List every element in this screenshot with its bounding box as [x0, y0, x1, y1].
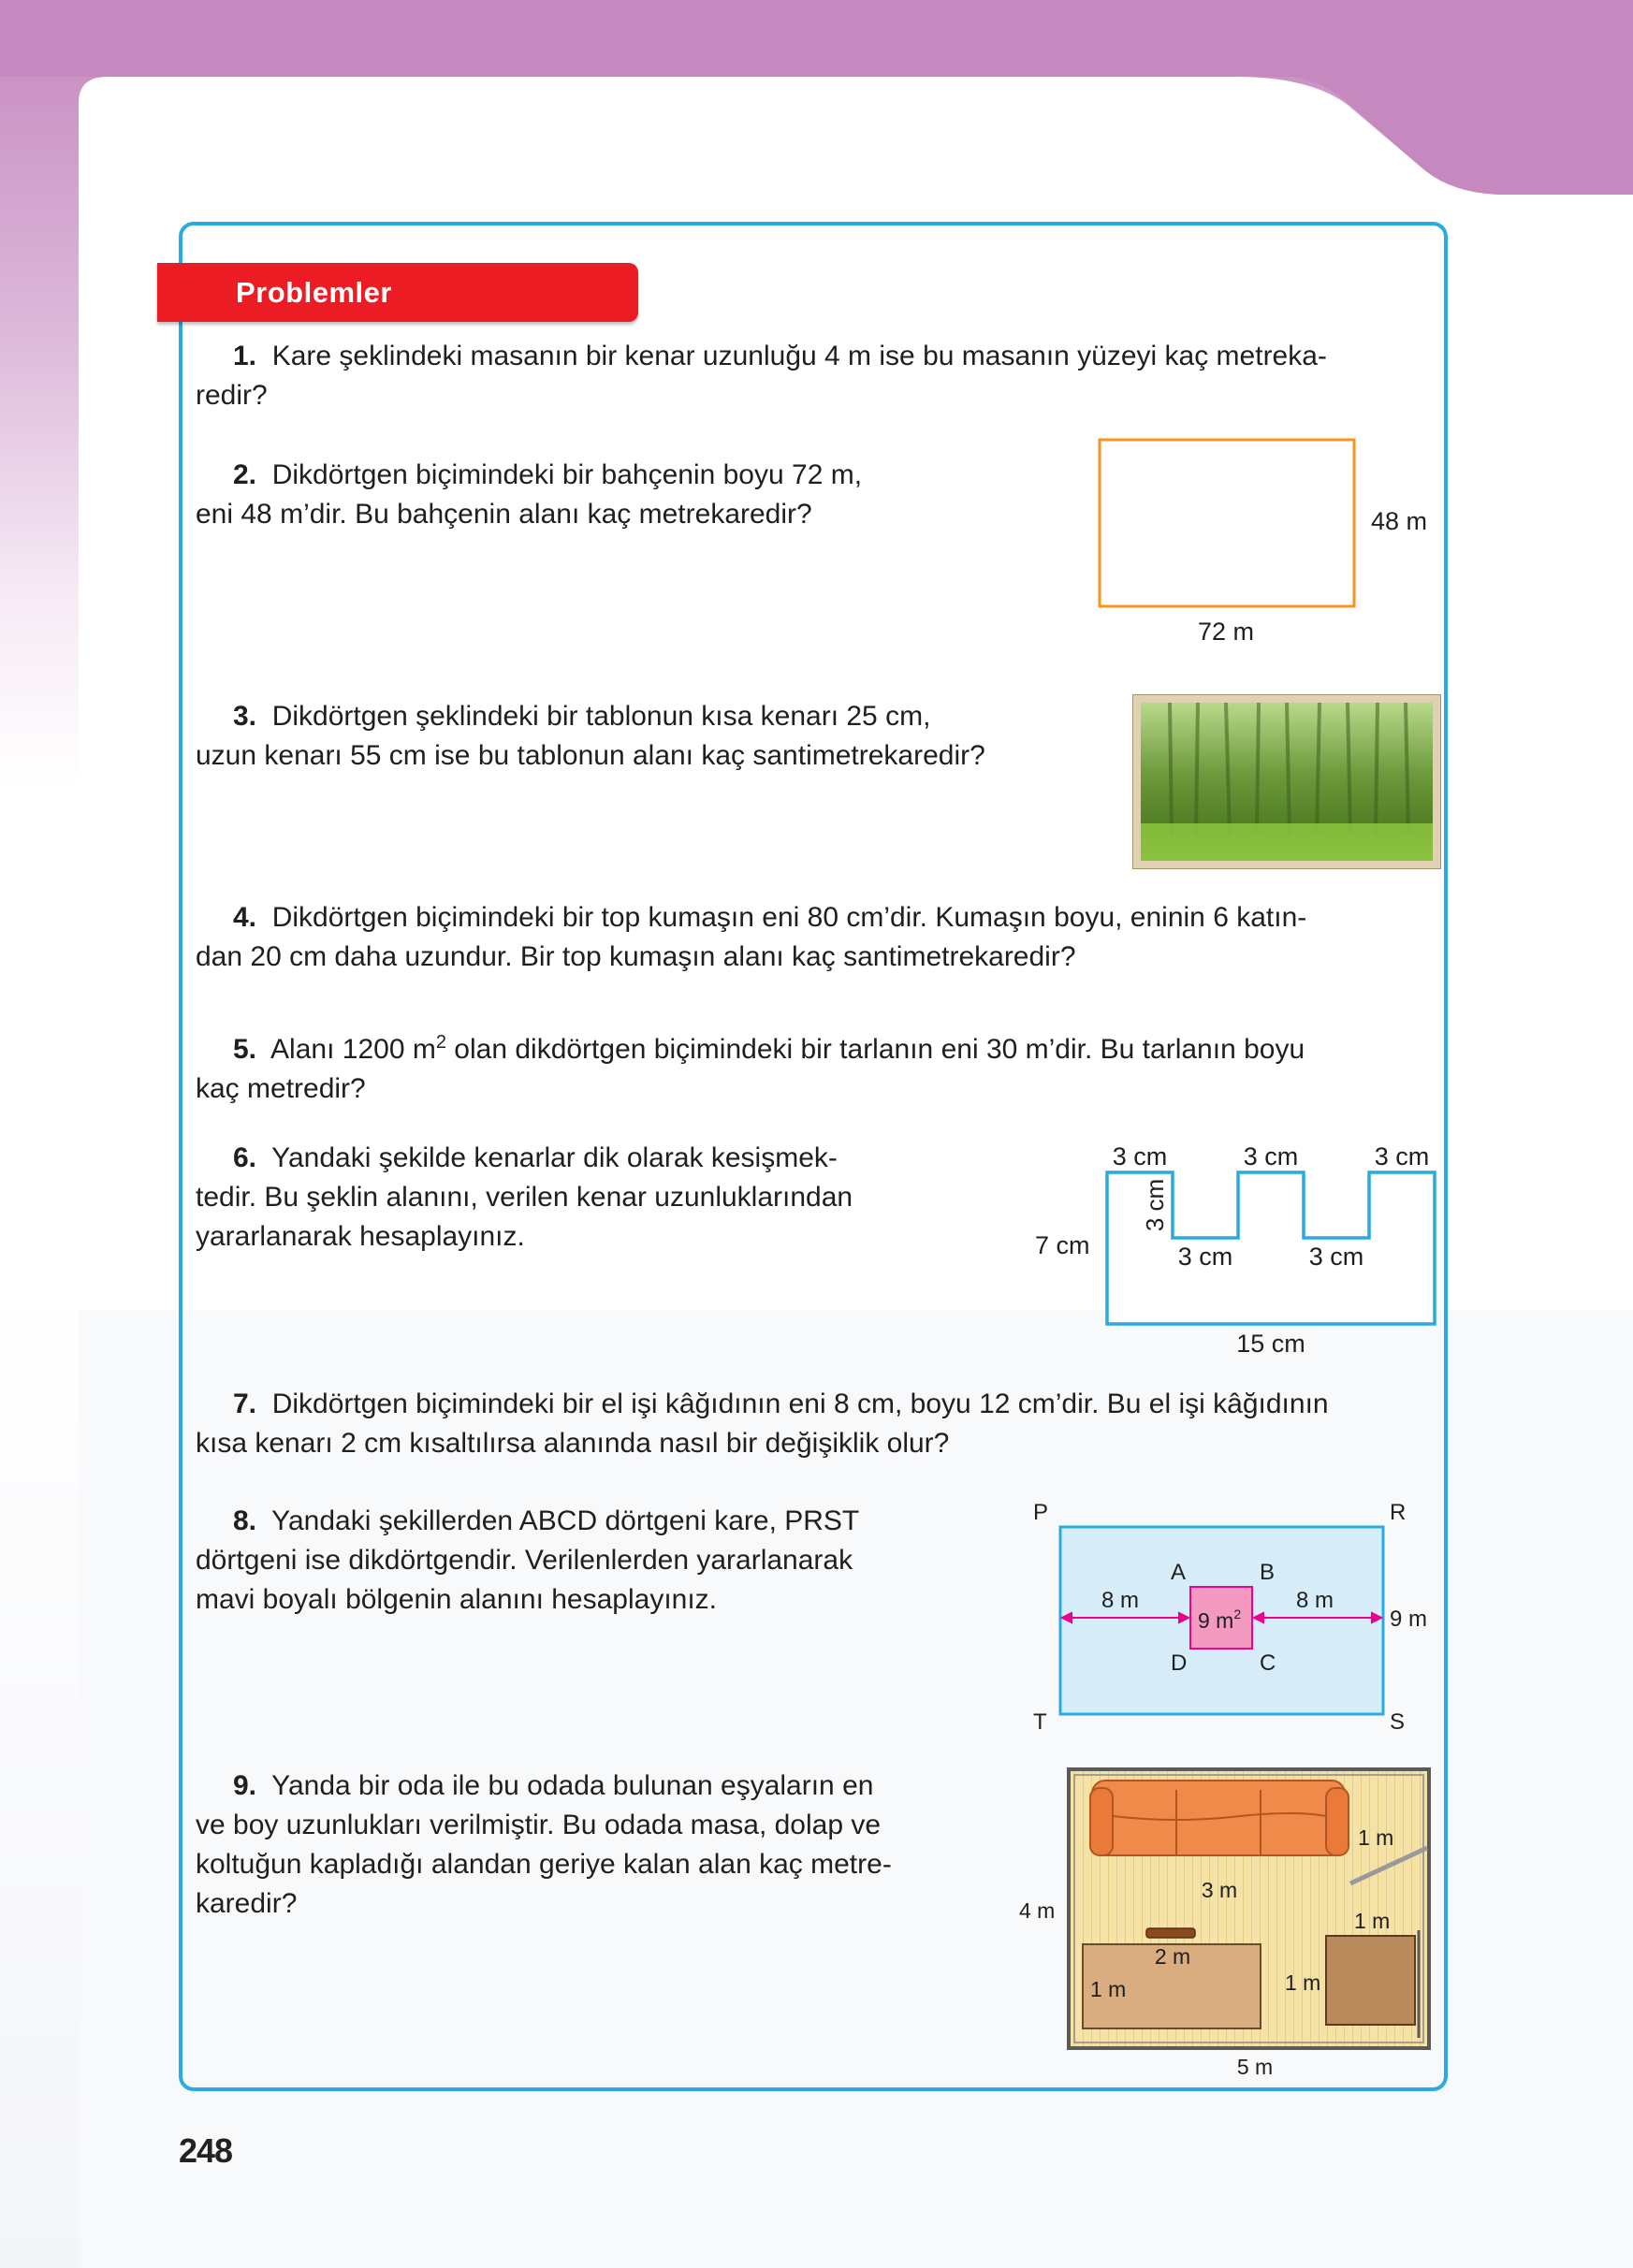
section-header-tab — [157, 263, 638, 322]
problem-text: Dikdörtgen biçimindeki bir bahçenin boyu 72 m, — [271, 459, 863, 490]
corner-s-label: S — [1390, 1709, 1406, 1735]
garden-rectangle — [1100, 440, 1354, 606]
problem-number: 3. — [233, 701, 257, 732]
top-width-label-2: 3 cm — [1243, 1142, 1299, 1170]
cabinet-side-label-b: 1 m — [1285, 1970, 1321, 1995]
garden-width-label: 72 m — [1197, 618, 1255, 646]
problem-text: Alanı 1200 m — [270, 1034, 436, 1065]
problem-3 — [196, 697, 1094, 776]
problem-1 — [196, 337, 1436, 415]
top-width-label-1: 3 cm — [1112, 1142, 1168, 1170]
notch-width-label-1: 3 cm — [1177, 1243, 1233, 1271]
problem-text-cont: redir? — [196, 380, 268, 411]
corner-d-label: D — [1171, 1650, 1188, 1676]
shape-height-label: 7 cm — [1035, 1231, 1090, 1259]
forest-painting-icon — [1132, 694, 1441, 869]
problem-number: 8. — [233, 1505, 257, 1536]
square-area-label: 9 $m^2$ — [1198, 1606, 1242, 1633]
problem-text-cont: uzun kenarı 55 cm ise bu tablonun alanı kaç santimetrekaredir? — [196, 740, 985, 771]
problem-text: Kare şeklindeki masanın bir kenar uzunluğu 4 m ise bu masanın yüzeyi kaç metreka- — [271, 341, 1327, 371]
problem-text-cont: kısa kenarı 2 cm kısaltılırsa alanında nasıl bir değişiklik olur? — [196, 1428, 950, 1459]
left-distance-label: 8 m — [1101, 1588, 1140, 1613]
prst-height-label: 9 m — [1390, 1606, 1428, 1632]
cabinet-side-label-a: 1 m — [1354, 1909, 1391, 1933]
garden-height-label: 48 m — [1371, 507, 1428, 535]
problem-text: Dikdörtgen şeklindeki bir tablonun kısa kenarı 25 cm, — [271, 701, 931, 732]
problem-number: 6. — [233, 1142, 257, 1173]
cabinet-icon — [1326, 1930, 1419, 2038]
prst-rectangle-figure — [1020, 1502, 1446, 1736]
problem-text-cont: karedir? — [196, 1888, 298, 1919]
corner-t-label: T — [1033, 1709, 1047, 1735]
problem-6 — [196, 1139, 935, 1257]
problem-2 — [196, 456, 963, 534]
corner-b-label: B — [1260, 1560, 1276, 1585]
problem-9 — [196, 1766, 968, 1924]
problem-text: Yandaki şekillerden ABCD dörtgeni kare, PRST — [271, 1505, 860, 1536]
problem-text-cont: mavi boyalı bölgenin alanını hesaplayınız. — [196, 1584, 718, 1615]
table-width-label: 1 m — [1090, 1977, 1127, 2001]
shape-width-label: 15 cm — [1236, 1330, 1305, 1358]
room-width-label: 5 m — [1236, 2055, 1274, 2079]
notched-shape-figure — [1029, 1137, 1446, 1366]
problem-4 — [196, 898, 1436, 977]
corner-p-label: P — [1033, 1502, 1049, 1525]
problem-text: Dikdörtgen biçimindeki bir el işi kâğıdının eni 8 cm, boyu 12 cm’dir. Bu el işi kâğıdının — [271, 1388, 1329, 1419]
sofa-side-label: 1 m — [1358, 1825, 1394, 1850]
problem-text-cont: ve boy uzunlukları verilmiştir. Bu odada masa, dolap ve — [196, 1810, 882, 1840]
corner-a-label: A — [1171, 1560, 1187, 1585]
sofa-length-label: 3 m — [1201, 1878, 1238, 1902]
problem-number: 5. — [233, 1034, 257, 1065]
problem-text-cont: tedir. Bu şeklin alanını, verilen kenar uzunluklarından — [196, 1182, 853, 1213]
problem-number: 4. — [233, 902, 257, 933]
problem-number: 2. — [233, 459, 257, 490]
top-width-label-3: 3 cm — [1374, 1142, 1430, 1170]
problem-8 — [196, 1502, 944, 1620]
superscript: 2 — [435, 1032, 446, 1053]
problem-text-cont: dan 20 cm daha uzundur. Bir top kumaşın alanı kaç santimetrekaredir? — [196, 941, 1076, 972]
problem-7 — [196, 1385, 1436, 1463]
section-title: Problemler — [236, 276, 392, 309]
room-height-label: 4 m — [1019, 1898, 1056, 1923]
problem-text-cont: koltuğun kapladığı alandan geriye kalan alan kaç metre- — [196, 1849, 892, 1880]
problem-text-cont: kaç metredir? — [196, 1073, 366, 1104]
problem-text-cont: eni 48 m’dir. Bu bahçenin alanı kaç metrekaredir? — [196, 499, 812, 530]
right-distance-label: 8 m — [1295, 1588, 1334, 1613]
problem-5 — [196, 1023, 1436, 1109]
problem-text-cont: yararlanarak hesaplayınız. — [196, 1221, 525, 1252]
problem-text: Yanda bir oda ile bu odada bulunan eşyaların en — [271, 1770, 874, 1801]
room-figure — [1015, 1762, 1441, 2085]
problem-text: Yandaki şekilde kenarlar dik olarak kesişmek- — [271, 1142, 838, 1173]
corner-r-label: R — [1390, 1502, 1407, 1525]
problem-number: 9. — [233, 1770, 257, 1801]
table-length-label: 2 m — [1154, 1944, 1191, 1969]
problem-text-cont: dörtgeni ise dikdörtgendir. Verilenlerden yararlanarak — [196, 1545, 853, 1576]
garden-rectangle-figure — [1086, 430, 1441, 655]
sofa-icon — [1090, 1781, 1349, 1855]
problem-number: 1. — [233, 341, 257, 371]
notch-depth-label: 3 cm — [1141, 1178, 1169, 1232]
problem-text: olan dikdörtgen biçimindeki bir tarlanın eni 30 m’dir. Bu tarlanın boyu — [445, 1034, 1305, 1065]
problem-number: 7. — [233, 1388, 257, 1419]
page-number: 248 — [179, 2131, 233, 2170]
notch-width-label-2: 3 cm — [1308, 1243, 1364, 1271]
corner-c-label: C — [1260, 1650, 1276, 1676]
problem-text: Dikdörtgen biçimindeki bir top kumaşın eni 80 cm’dir. Kumaşın boyu, eninin 6 katın- — [271, 902, 1307, 933]
